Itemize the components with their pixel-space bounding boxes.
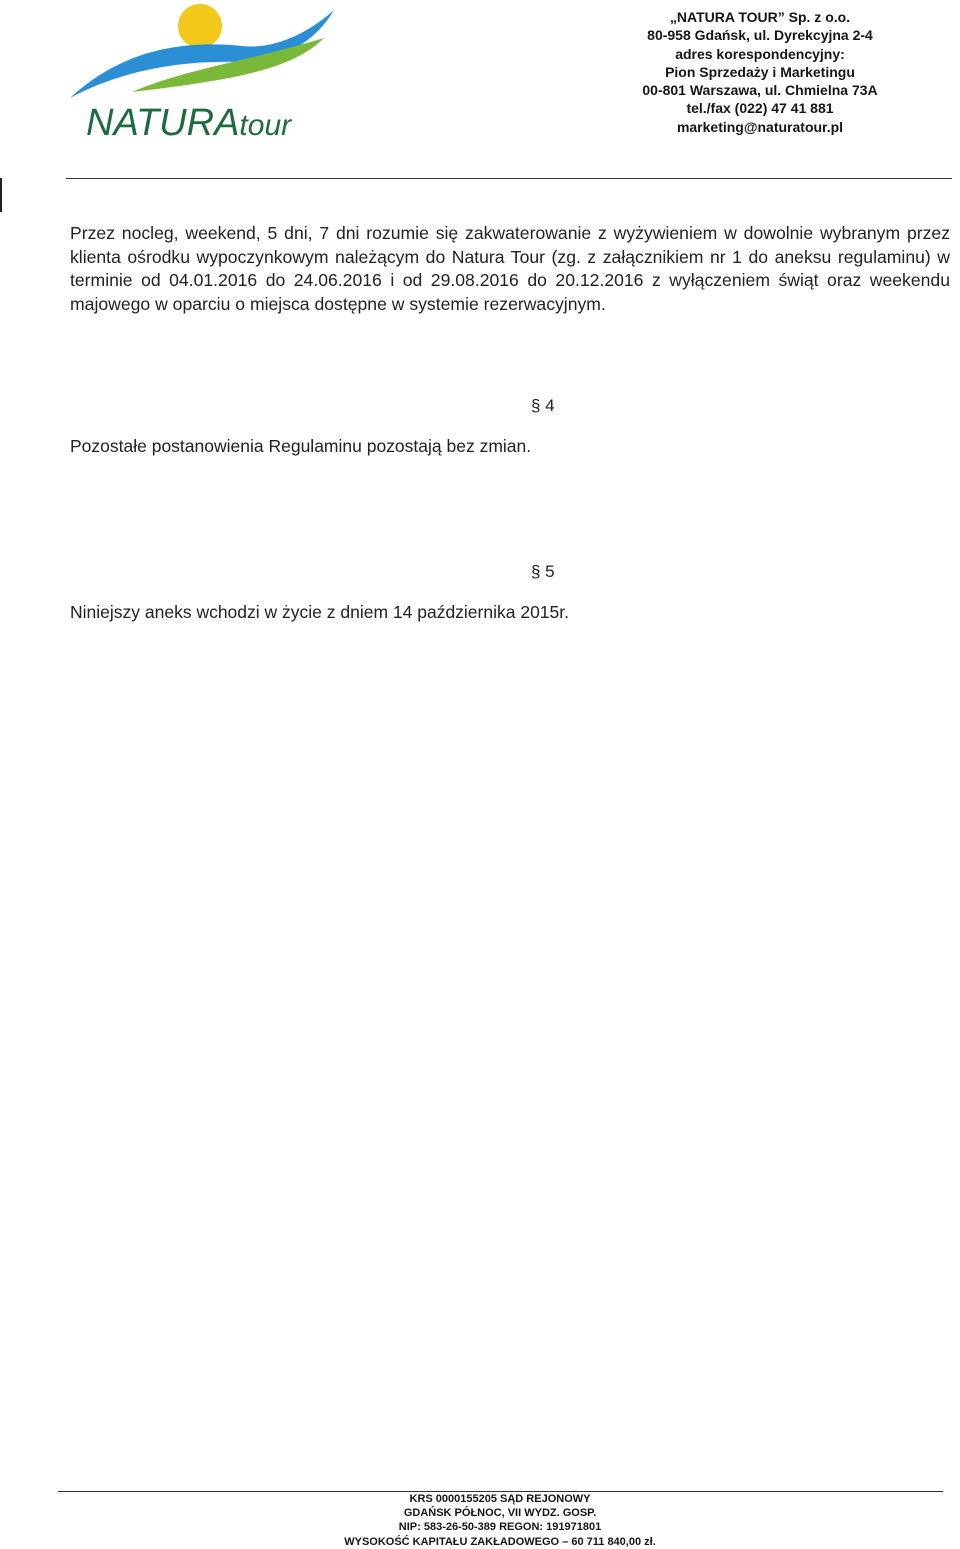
company-phone: tel./fax (022) 47 41 881 — [686, 100, 834, 117]
company-email: marketing@naturatour.pl — [676, 118, 844, 135]
footer-court: GDAŃSK PÓŁNOC, VII WYDZ. GOSP. — [403, 1507, 597, 1520]
footer-nip-regon: NIP: 583-26-50-389 REGON: 191971801 — [398, 1521, 602, 1534]
logo-sun — [178, 4, 222, 48]
footer-krs: KRS 0000155205 SĄD REJONOWY — [409, 1493, 591, 1505]
section-4-mark: § 4 — [531, 396, 555, 415]
company-address: 80-958 Gdańsk, ul. Dyrekcyjna 2-4 — [647, 27, 873, 44]
logo-graphic — [62, 0, 342, 150]
section-4-text: Pozostałe postanowienia Regulaminu pozostają bez zmian. — [70, 436, 532, 456]
logo-wordmark: NATURAtour — [86, 102, 292, 144]
company-contact-block — [610, 8, 910, 136]
company-name: „NATURA TOUR” Sp. z o.o. — [669, 9, 851, 25]
body-paragraph: Przez nocleg, weekend, 5 dni, 7 dni rozumie się zakwaterowanie z wyżywieniem w dowolnie wybranym przez klienta ośrodku wypoczynkowym należącym do Natura Tour (zg. z załącznikiem nr 1 do aneksu regulaminu) w terminie od 04.01.2016 do 24.06.2016 i od 29.08.2016 do 20.12.2016 z wyłączeniem świąt oraz weekendu majowego w oparciu o miejsca dostępne w systemie rezerwacyjnym. — [70, 223, 950, 314]
correspondence-label: adres korespondencyjny: — [675, 45, 845, 62]
section-5-mark: § 5 — [531, 562, 555, 581]
footer-block — [300, 1492, 700, 1549]
correspondence-address: 00-801 Warszawa, ul. Chmielna 73A — [642, 82, 878, 99]
company-logo — [62, 0, 342, 150]
text-cursor — [0, 178, 2, 212]
header-divider — [66, 178, 952, 179]
footer-capital: WYSOKOŚĆ KAPITAŁU ZAKŁADOWEGO – 60 711 840,00 zł. — [344, 1535, 656, 1548]
company-department: Pion Sprzedaży i Marketingu — [665, 63, 855, 80]
section-5-text: Niniejszy aneks wchodzi w życie z dniem 14 października 2015r. — [70, 602, 569, 622]
